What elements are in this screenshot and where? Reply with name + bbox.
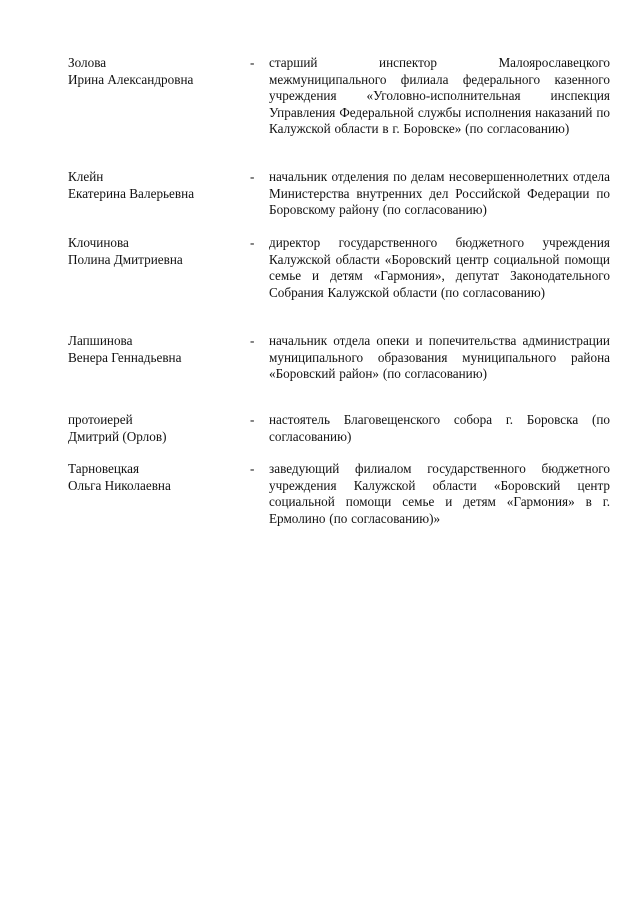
member-name — [68, 333, 248, 366]
separator-dash: - — [250, 235, 255, 250]
member-given-names: Ирина Александровна — [68, 71, 194, 87]
member-position: старший инспектор Малоярославецкого межмуниципального филиала федерального казенного учреждения «Уголовно-исполнительная инспекция Управления Федеральной службы исполнения наказаний по Калужской области в г. Боровске» (по согласованию) — [269, 55, 610, 136]
member-surname: Клейн — [68, 169, 104, 184]
member-surname: Клочинова — [68, 235, 129, 250]
member-name — [68, 169, 248, 202]
member-name — [68, 235, 248, 268]
separator-dash: - — [250, 169, 255, 184]
member-given-names: Дмитрий (Орлов) — [68, 428, 167, 444]
member-position: директор государственного бюджетного учреждения Калужской области «Боровский центр социальной помощи семье и детям «Гармония», депутат Законодательного Собрания Калужской области (по согласованию) — [269, 235, 610, 300]
member-given-names: Венера Геннадьевна — [68, 349, 182, 365]
separator-dash: - — [250, 412, 255, 427]
member-name — [68, 55, 248, 88]
separator-dash: - — [250, 333, 255, 348]
separator-dash: - — [250, 55, 255, 70]
member-surname: Лапшинова — [68, 333, 133, 348]
member-given-names: Екатерина Валерьевна — [68, 185, 195, 201]
member-position: заведующий филиалом государственного бюджетного учреждения Калужской области «Боровский центр социальной помощи семье и детям «Гармония» в г. Ермолино (по согласованию)» — [269, 461, 610, 526]
member-name — [68, 461, 248, 494]
member-position: начальник отделения по делам несовершеннолетних отдела Министерства внутренних дел Российской Федерации по Боровскому району (по согласованию) — [269, 169, 610, 217]
member-position: начальник отдела опеки и попечительства администрации муниципального образования муниципального района «Боровский район» (по согласованию) — [269, 333, 610, 381]
member-given-names: Ольга Николаевна — [68, 477, 171, 493]
member-given-names: Полина Дмитриевна — [68, 251, 183, 267]
separator-dash: - — [250, 461, 255, 476]
member-title: протоиерей — [68, 412, 133, 427]
member-name — [68, 412, 248, 445]
member-surname: Тарновецкая — [68, 461, 140, 476]
member-surname: Золова — [68, 55, 107, 70]
member-position: настоятель Благовещенского собора г. Боровска (по согласованию) — [269, 412, 610, 444]
